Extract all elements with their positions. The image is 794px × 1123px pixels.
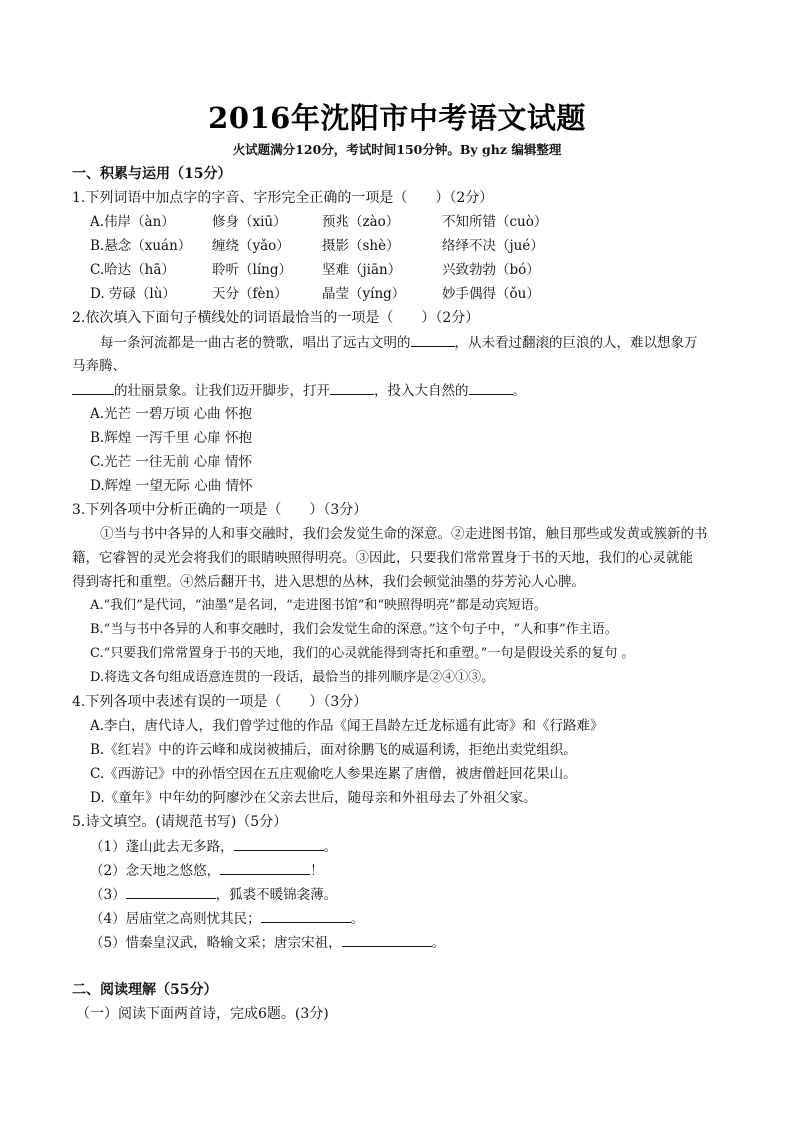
q2-option-b: B.辉煌 一泻千里 心扉 怀抱 (90, 430, 253, 446)
q3-option-b: B.“当与书中各异的人和事交融时，我们会发觉生命的深意。”这个句子中，“人和事”作主语。 (90, 622, 618, 637)
q2-passage-line-1 (100, 332, 698, 353)
q1-d-3: 晶莹（yíng） (322, 286, 406, 302)
page-title: 2016年沈阳市中考语文试题 (208, 101, 586, 135)
q4-option-a: A.李白，唐代诗人，我们曾学过他的作品《闻王昌龄左迁龙标遥有此寄》和《行路难》 (90, 718, 604, 734)
section-2-sub: （一）阅读下面两首诗，完成6题。(3分) (76, 1006, 329, 1022)
q5-item-4-pre: （4）居庙堂之高则忧其民； (90, 911, 261, 927)
q3-option-c: C.“只要我们常常置身于书的天地，我们的心灵就能得到寄托和重塑。”一句是假设关系的复句 。 (90, 646, 635, 661)
q2-passage-line-3 (72, 380, 526, 401)
q5-item-5 (90, 932, 445, 953)
q1-c-2: 聆听（líng） (212, 262, 292, 278)
q2-blank-2 (72, 380, 114, 395)
q4-option-b: B.《红岩》中的许云峰和成岗被捕后，面对徐鹏飞的威逼利诱，拒绝出卖党组织。 (90, 742, 577, 758)
q2-option-c: C.光芒 一往无前 心扉 情怀 (90, 454, 253, 470)
q3-stem: 3.下列各项中分析正确的一项是（ ）（3分） (72, 502, 368, 518)
q5-item-1-post: 。 (323, 839, 338, 855)
q2-passage-text-3c: 。 (512, 383, 526, 399)
q1-a-2: 修身（xiū） (212, 214, 287, 230)
q3-passage-line-2: 籍，它睿智的灵光会将我们的眼睛映照得明亮。③因此，只要我们常常置身于书的天地，我们的心灵就能 (72, 550, 693, 566)
q2-option-a: A.光芒 一碧万顷 心曲 怀抱 (90, 406, 252, 422)
q1-d-2: 天分（fèn） (212, 286, 288, 302)
section-1-heading: 一、积累与运用（15分） (72, 166, 232, 182)
q5-blank-5 (342, 932, 432, 947)
q5-blank-4 (261, 908, 351, 923)
q1-b-4: 络绎不决（jué） (442, 238, 544, 254)
q4-option-c: C.《西游记》中的孙悟空因在五庄观偷吃人参果连累了唐僧，被唐僧赶回花果山。 (90, 766, 577, 782)
q2-passage-text-3b: ，投入大自然的 (374, 383, 469, 399)
q1-a-3: 预兆（zào） (322, 214, 400, 230)
q5-blank-1 (234, 836, 324, 851)
q5-item-4-post: 。 (350, 911, 365, 927)
q4-stem: 4.下列各项中表述有误的一项是（ ）（3分） (72, 694, 368, 710)
q5-item-2 (90, 860, 324, 881)
q2-blank-3 (330, 380, 374, 395)
q3-option-a: A.“我们”是代词，“油墨”是名词，“走进图书馆”和“映照得明亮”都是动宾短语。 (90, 598, 547, 613)
q5-blank-3 (126, 884, 216, 899)
q5-item-1 (90, 836, 337, 857)
q5-item-2-pre: （2）念天地之悠悠， (90, 863, 221, 879)
q5-item-2-post: ！ (310, 863, 324, 879)
q1-a-4: 不知所错（cuò） (442, 214, 548, 230)
section-2-heading: 二、阅读理解（55分） (72, 982, 218, 998)
q2-stem: 2.依次填入下面句子横线处的词语最恰当的一项是（ ）（2分） (72, 310, 480, 326)
q5-item-5-pre: （5）惜秦皇汉武，略输文采；唐宗宋祖， (90, 935, 342, 951)
exam-subtitle: 火试题满分120分，考试时间150分钟。By ghz 编辑整理 (232, 142, 562, 157)
q1-c-3: 坚难（jiān） (322, 262, 402, 278)
q5-stem: 5.诗文填空。(请规范书写)（5分） (72, 814, 288, 830)
q1-d-1: D. 劳碌（lù） (90, 286, 176, 302)
q5-item-3 (90, 884, 337, 905)
q5-item-1-pre: （1）蓬山此去无多路， (90, 839, 234, 855)
q2-option-d: D.辉煌 一望无际 心曲 情怀 (90, 478, 253, 494)
q5-item-4 (90, 908, 364, 929)
q2-blank-4 (469, 380, 513, 395)
q1-b-2: 缠绕（yǎo） (212, 238, 290, 254)
q1-a-1: A.伟岸（àn） (90, 214, 175, 230)
q5-blank-2 (220, 860, 310, 875)
q2-passage-text-2: 马奔腾、 (72, 358, 126, 374)
q1-b-1: B.悬念（xuán） (90, 238, 192, 254)
q1-d-4: 妙手偶得（ǒu） (442, 286, 540, 302)
q5-item-3-post: ，狐裘不暖锦衾薄。 (215, 887, 338, 903)
q1-c-1: C.哈达（hā） (90, 262, 175, 278)
q3-option-d: D.将选文各句组成语意连贯的一段话，最恰当的排列顺序是②④①③。 (90, 670, 495, 685)
q2-passage-text-1: 每一条河流都是一曲古老的赞歌，唱出了远古文明的 (100, 335, 411, 351)
q1-b-3: 摄影（shè） (322, 238, 400, 254)
q3-passage-line-1: ①当与书中各异的人和事交融时，我们会发觉生命的深意。②走进图书馆，触目那些或发黄或簇新的书 (100, 526, 708, 542)
q5-item-3-pre: （3） (90, 887, 126, 903)
q2-blank-1 (411, 332, 455, 347)
q1-c-4: 兴致勃勃（bó） (442, 262, 540, 278)
q5-item-5-post: 。 (431, 935, 446, 951)
q2-passage-text-1b: ，从未看过翻滚的巨浪的人，难以想象万 (454, 335, 698, 351)
q2-passage-text-3a: 的壮丽景象。让我们迈开脚步，打开 (114, 383, 330, 399)
q3-passage-line-3: 得到寄托和重塑。④然后翻开书，进入思想的丛林，我们会顿觉油墨的芬芳沁人心脾。 (72, 574, 585, 590)
q1-stem: 1.下列词语中加点字的字音、字形完全正确的一项是（ ）（2分） (72, 190, 494, 206)
q4-option-d: D.《童年》中年幼的阿廖沙在父亲去世后，随母亲和外祖母去了外祖父家。 (90, 790, 537, 806)
